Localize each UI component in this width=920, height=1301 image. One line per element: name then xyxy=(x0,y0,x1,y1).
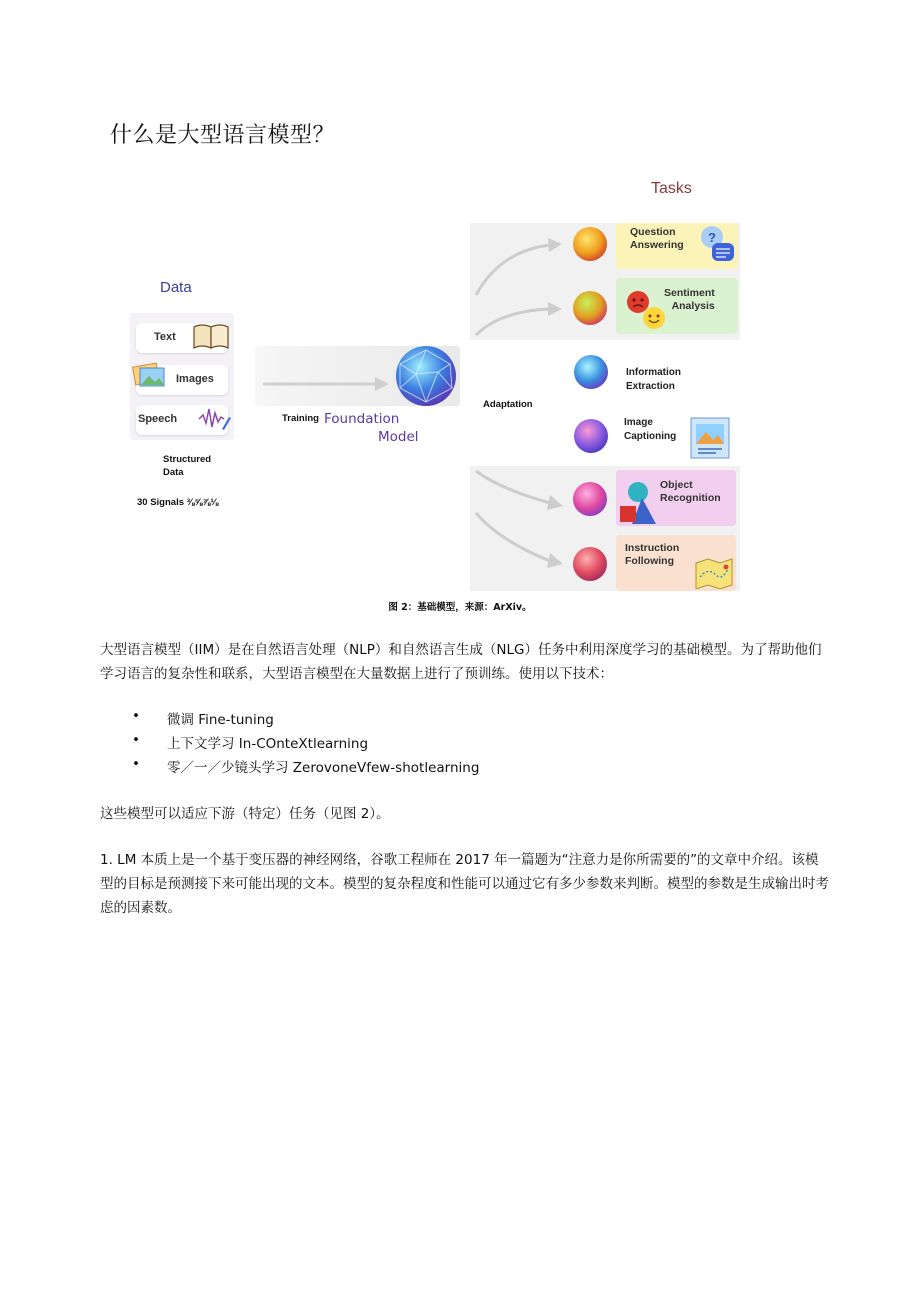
task-object-recognition xyxy=(616,470,736,526)
task-question-answering-line-1: Question xyxy=(630,226,676,238)
task-sphere-6 xyxy=(573,547,607,581)
structured-data-line-2: Data xyxy=(163,467,184,478)
figure-data-label: Data xyxy=(160,279,192,296)
task-instruction-following-line-1: Instruction xyxy=(625,542,680,554)
task-information-extraction-line-2: Extraction xyxy=(626,380,675,392)
data-panel xyxy=(130,313,234,440)
figure-tasks-label: Tasks xyxy=(651,180,692,197)
task-sphere-4 xyxy=(574,419,608,453)
task-instruction-following-line-2: Following xyxy=(625,555,674,567)
task-spheres xyxy=(570,224,614,594)
structured-data-label xyxy=(163,453,211,479)
figure-caption: 图 2：基础模型，来源：ArXiv。 xyxy=(388,602,532,613)
foundation-model-line-1: Foundation xyxy=(324,411,400,427)
page-title: 什么是大型语言模型？ xyxy=(110,123,336,148)
data-item-speech xyxy=(136,405,228,435)
task-sphere-3 xyxy=(574,355,608,389)
task-image-captioning xyxy=(624,416,676,443)
image-caption-picture-icon xyxy=(689,416,731,460)
foundation-model-label xyxy=(324,410,419,446)
task-sentiment-analysis-line-2: Analysis xyxy=(671,300,715,312)
task-sphere-1 xyxy=(573,227,607,261)
shapes-icon xyxy=(618,476,664,528)
svg-text:?: ? xyxy=(708,230,716,245)
task-image-captioning-line-1: Image xyxy=(624,417,653,428)
question-bubble-icon xyxy=(698,223,738,267)
bullet-item-1: 微调 Fine-tuning xyxy=(167,712,274,728)
intro-paragraph: 大型语言模型（IIM）是在自然语言处理（NLP）和自然语言生成（NLG）任务中利用深度学习的基础模型。为了帮助他们学习语言的复杂性和联系，大型语言模型在大量数据上进行了预训练。使用以下技术： xyxy=(100,642,822,682)
detail-paragraph: 1. LM 本质上是一个基于变压器的神经网络，谷歌工程师在 2017 年一篇题为“注意力是你所需要的”的文章中介绍。该模型的目标是预测接下来可能出现的文本。模型的复杂程度和性能可以通过它有多少参数来判断。模型的参数是生成输出时考虑的因素数。 xyxy=(100,852,829,916)
bullet-item-2: 上下文学习 In-COnteXtlearning xyxy=(167,736,369,752)
adaptation-arrows-icon xyxy=(470,223,580,593)
task-object-recognition-line-1: Object xyxy=(660,479,693,491)
signals-label: 30 Signals ⅜⅝⅞⅛ xyxy=(137,497,219,508)
adapt-paragraph: 这些模型可以适应下游（特定）任务（见图 2）。 xyxy=(100,806,390,822)
training-label: Training xyxy=(282,413,319,424)
task-object-recognition-line-2: Recognition xyxy=(660,492,721,504)
bullet-marker-1: • xyxy=(132,708,140,724)
emoji-faces-icon xyxy=(624,284,670,334)
foundation-model-sphere-icon xyxy=(392,344,460,408)
task-information-extraction xyxy=(626,366,681,393)
soundwave-icon xyxy=(198,403,232,433)
map-icon xyxy=(694,555,734,589)
data-item-text xyxy=(136,323,228,353)
data-item-images xyxy=(136,365,228,395)
bullet-item-3: 零／一／少镜头学习 ZerovonеVfew-shotlearning xyxy=(167,760,480,776)
task-information-extraction-line-1: Information xyxy=(626,367,681,378)
adaptation-label: Adaptation xyxy=(483,399,533,410)
task-sentiment-analysis xyxy=(616,278,738,334)
data-item-text-label: Text xyxy=(154,331,176,343)
task-instruction-following xyxy=(616,535,736,591)
bullet-marker-2: • xyxy=(132,732,140,748)
bullet-marker-3: • xyxy=(132,756,140,772)
data-item-images-label: Images xyxy=(176,373,214,385)
task-question-answering xyxy=(616,223,738,269)
foundation-model-line-2: Model xyxy=(378,429,419,445)
structured-data-line-1: Structured xyxy=(163,454,212,465)
task-sphere-2 xyxy=(573,291,607,325)
task-sphere-5 xyxy=(573,482,607,516)
book-icon xyxy=(192,321,230,351)
task-image-captioning-line-2: Captioning xyxy=(624,430,677,442)
task-question-answering-line-2: Answering xyxy=(630,239,684,251)
data-item-speech-label: Speech xyxy=(138,413,178,425)
photos-icon xyxy=(130,359,170,389)
task-sentiment-analysis-line-1: Sentiment xyxy=(664,287,715,299)
